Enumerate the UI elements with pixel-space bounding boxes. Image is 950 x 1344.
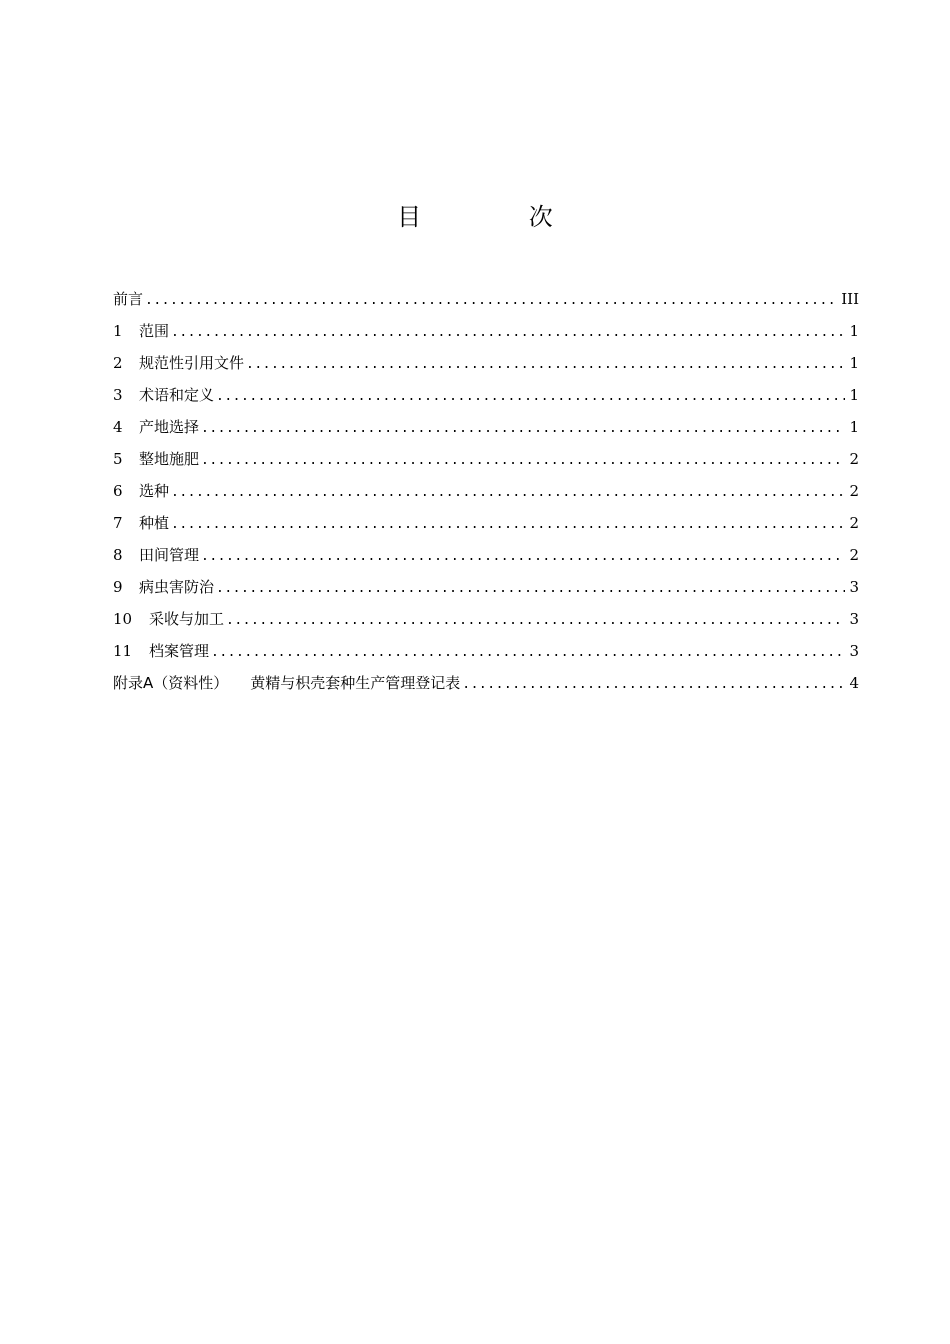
toc-leader [171,509,845,541]
toc-item-label: 产地选择 [139,418,200,436]
toc-item-number: 8 [113,546,123,564]
toc-page-number: 2 [849,450,859,468]
toc-item-number: 10 [113,610,133,628]
toc-leader [246,349,845,381]
toc-item-number: 6 [113,482,123,500]
toc-item-site-selection[interactable] [113,411,859,443]
toc-item-planting[interactable] [113,507,859,539]
toc-page-number: 2 [849,514,859,532]
toc-page-number: 3 [849,578,859,596]
toc-item-record-management[interactable] [113,635,859,667]
table-of-contents [113,283,859,699]
page-title: 目 次 [397,203,603,231]
toc-leader [171,477,845,509]
toc-page-number: 3 [849,610,859,628]
toc-item-label: 术语和定义 [139,386,215,404]
toc-item-label: 种植 [139,514,170,532]
toc-leader [216,381,845,413]
toc-item-scope[interactable] [113,315,859,347]
toc-leader [201,541,845,573]
toc-item-label: 采收与加工 [149,610,225,628]
toc-item-normative-references[interactable] [113,347,859,379]
toc-item-seed-selection[interactable] [113,475,859,507]
toc-item-number: 9 [113,578,123,596]
toc-leader [171,317,845,349]
toc-leader [462,669,845,701]
toc-item-harvest-processing[interactable] [113,603,859,635]
toc-leader [201,445,845,477]
toc-item-label: 选种 [139,482,170,500]
toc-page-number: 2 [849,482,859,500]
toc-item-label: 规范性引用文件 [139,354,245,372]
toc-page-number: 1 [849,322,859,340]
toc-item-label: 整地施肥 [139,450,200,468]
toc-leader [145,285,837,317]
toc-item-number: 11 [113,642,133,660]
toc-page-number: 4 [849,674,859,692]
toc-item-number: 3 [113,386,123,404]
toc-page-number: 1 [849,418,859,436]
toc-leader [216,573,845,605]
toc-item-number: 7 [113,514,123,532]
toc-item-field-management[interactable] [113,539,859,571]
toc-appendix-prefix: 附录A（资料性） [113,674,229,692]
toc-item-label: 范围 [139,322,170,340]
toc-page-number: III [841,290,859,308]
toc-leader [226,605,845,637]
toc-page-number: 2 [849,546,859,564]
toc-item-label: 档案管理 [149,642,210,660]
toc-page-number: 1 [849,354,859,372]
toc-item-label: 黄精与枳壳套种生产管理登记表 [250,674,461,692]
toc-page-number: 3 [849,642,859,660]
toc-item-number: 1 [113,322,123,340]
toc-item-number: 2 [113,354,123,372]
toc-leader [211,637,845,669]
toc-item-pest-control[interactable] [113,571,859,603]
toc-item-land-preparation[interactable] [113,443,859,475]
toc-page-number: 1 [849,386,859,404]
toc-item-foreword[interactable] [113,283,859,315]
toc-item-label: 田间管理 [139,546,200,564]
toc-item-label: 前言 [113,290,144,308]
toc-item-appendix-a[interactable] [113,667,859,699]
toc-leader [201,413,845,445]
toc-item-terms-definitions[interactable] [113,379,859,411]
toc-item-number: 4 [113,418,123,436]
toc-item-label: 病虫害防治 [139,578,215,596]
toc-item-number: 5 [113,450,123,468]
